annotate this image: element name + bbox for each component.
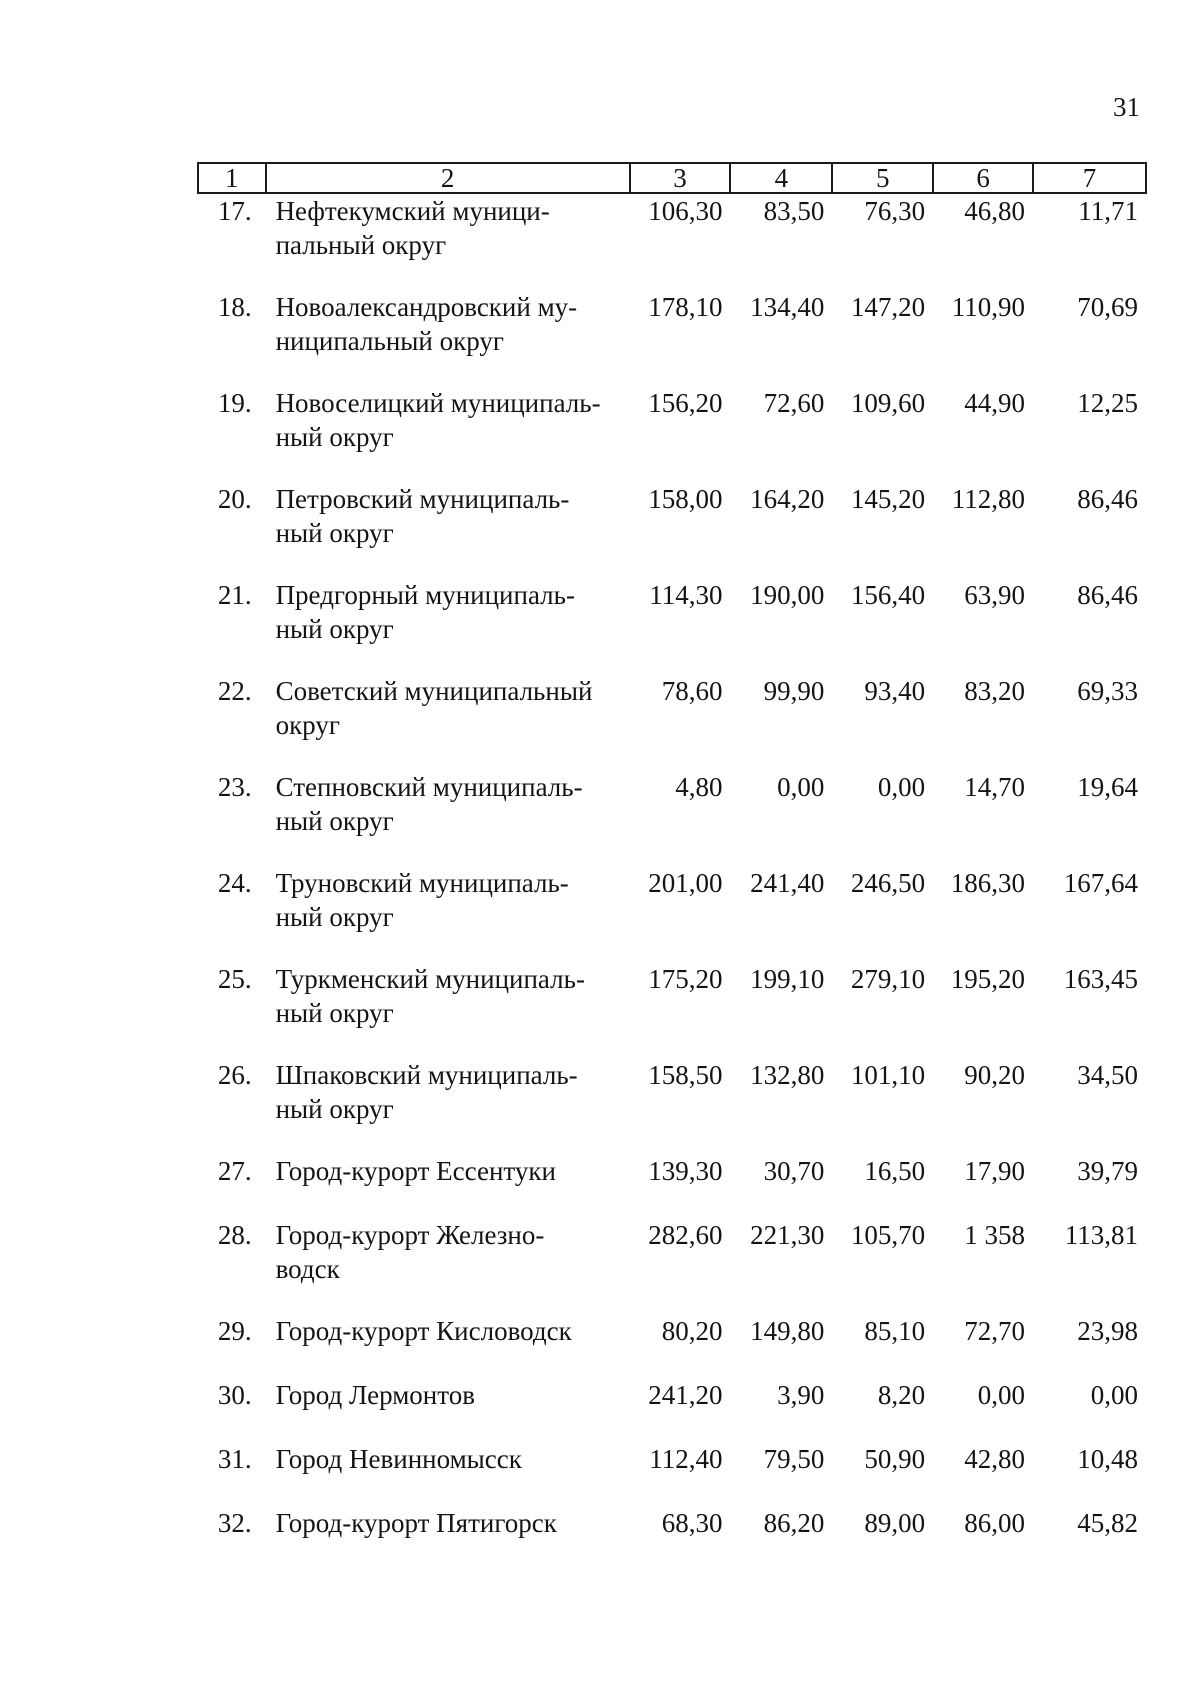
value-col-6: 14,70 bbox=[964, 772, 1025, 802]
value-col-5: 76,30 bbox=[864, 196, 926, 226]
name-line: пальный округ bbox=[275, 230, 447, 260]
value-col-6: 42,80 bbox=[964, 1444, 1025, 1474]
name-line: ный округ bbox=[275, 902, 394, 932]
value-col-3: 139,30 bbox=[648, 1156, 723, 1186]
value-col-7: 34,50 bbox=[1077, 1060, 1138, 1090]
table-row bbox=[198, 770, 1146, 866]
value-col-7: 113,81 bbox=[1064, 1220, 1138, 1250]
value-col-7: 86,46 bbox=[1077, 580, 1138, 610]
table-row bbox=[198, 866, 1146, 962]
row-number: 23. bbox=[217, 772, 252, 802]
table-row bbox=[198, 578, 1146, 674]
district-name bbox=[266, 962, 630, 1058]
value-col-6: 86,00 bbox=[964, 1508, 1025, 1538]
value-col-4: 241,40 bbox=[750, 868, 825, 898]
name-line: ниципальный округ bbox=[275, 326, 504, 356]
row-number: 32. bbox=[217, 1508, 252, 1538]
data-table bbox=[197, 162, 1147, 1570]
value-col-6: 1 358 bbox=[964, 1220, 1025, 1250]
value-col-4: 164,20 bbox=[750, 484, 825, 514]
district-name: Город-курорт Кисловодск bbox=[275, 1316, 572, 1346]
value-col-6: 195,20 bbox=[950, 964, 1025, 994]
table-row bbox=[198, 1314, 1146, 1378]
name-line: округ bbox=[275, 710, 340, 740]
name-line: Новоалександровский му- bbox=[275, 292, 578, 322]
value-col-7: 70,69 bbox=[1077, 292, 1138, 322]
value-col-4: 99,90 bbox=[763, 676, 825, 706]
district-name bbox=[266, 674, 630, 770]
value-col-5: 8,20 bbox=[877, 1380, 926, 1410]
value-col-5: 147,20 bbox=[850, 292, 926, 322]
value-col-4: 199,10 bbox=[750, 964, 825, 994]
district-name: Город Невинномысск bbox=[275, 1444, 522, 1474]
value-col-3: 178,10 bbox=[648, 292, 723, 322]
value-col-3: 4,80 bbox=[675, 772, 723, 802]
value-col-7: 86,46 bbox=[1077, 484, 1138, 514]
name-line: Предгорный муниципаль- bbox=[275, 580, 575, 610]
header-cell: 4 bbox=[730, 163, 832, 193]
district-name: Город Лермонтов bbox=[275, 1380, 475, 1410]
value-col-5: 85,10 bbox=[864, 1316, 926, 1346]
district-name bbox=[266, 386, 630, 482]
value-col-3: 80,20 bbox=[661, 1316, 723, 1346]
value-col-5: 16,50 bbox=[864, 1156, 926, 1186]
value-col-6: 83,20 bbox=[964, 676, 1025, 706]
value-col-4: 134,40 bbox=[750, 292, 825, 322]
value-col-5: 101,10 bbox=[850, 1060, 926, 1090]
name-line: Труновский муниципаль- bbox=[275, 868, 569, 898]
value-col-7: 45,82 bbox=[1077, 1508, 1138, 1538]
value-col-4: 190,00 bbox=[750, 580, 825, 610]
name-line: Нефтекумский муници- bbox=[275, 196, 550, 226]
row-number: 17. bbox=[217, 196, 252, 226]
value-col-6: 90,20 bbox=[964, 1060, 1025, 1090]
value-col-7: 163,45 bbox=[1063, 964, 1138, 994]
value-col-4: 149,80 bbox=[750, 1316, 825, 1346]
value-col-3: 282,60 bbox=[648, 1220, 723, 1250]
header-cell: 6 bbox=[933, 163, 1033, 193]
row-number: 18. bbox=[217, 292, 252, 322]
table-row bbox=[198, 1378, 1146, 1442]
value-col-3: 158,00 bbox=[648, 484, 723, 514]
table-row bbox=[198, 1506, 1146, 1570]
page-number: 31 bbox=[1113, 92, 1140, 122]
value-col-3: 156,20 bbox=[648, 388, 723, 418]
value-col-7: 11,71 bbox=[1078, 196, 1138, 226]
value-col-7: 19,64 bbox=[1077, 772, 1138, 802]
value-col-7: 69,33 bbox=[1077, 676, 1138, 706]
value-col-7: 0,00 bbox=[1090, 1380, 1138, 1410]
value-col-4: 132,80 bbox=[750, 1060, 825, 1090]
table-row bbox=[198, 962, 1146, 1058]
value-col-3: 78,60 bbox=[661, 676, 723, 706]
table-body bbox=[198, 193, 1146, 1570]
name-line: ный округ bbox=[275, 614, 394, 644]
row-number: 21. bbox=[217, 580, 252, 610]
district-name bbox=[266, 866, 630, 962]
district-name: Город-курорт Пятигорск bbox=[275, 1508, 557, 1538]
value-col-4: 30,70 bbox=[763, 1156, 825, 1186]
header-cell: 2 bbox=[266, 163, 630, 193]
value-col-4: 72,60 bbox=[763, 388, 825, 418]
value-col-7: 23,98 bbox=[1077, 1316, 1138, 1346]
row-number: 22. bbox=[217, 676, 252, 706]
value-col-6: 110,90 bbox=[951, 292, 1025, 322]
value-col-3: 175,20 bbox=[648, 964, 723, 994]
name-line: Степновский муниципаль- bbox=[275, 772, 583, 802]
row-number: 31. bbox=[217, 1444, 252, 1474]
value-col-4: 83,50 bbox=[763, 196, 825, 226]
value-col-3: 241,20 bbox=[648, 1380, 723, 1410]
row-number: 24. bbox=[217, 868, 252, 898]
value-col-3: 68,30 bbox=[661, 1508, 723, 1538]
district-name bbox=[266, 290, 630, 386]
value-col-3: 114,30 bbox=[649, 580, 723, 610]
name-line: ный округ bbox=[275, 806, 394, 836]
name-line: водск bbox=[275, 1254, 340, 1284]
name-line: ный округ bbox=[275, 518, 394, 548]
table-row bbox=[198, 1154, 1146, 1218]
district-name bbox=[266, 1058, 630, 1154]
table-row bbox=[198, 1058, 1146, 1154]
value-col-4: 79,50 bbox=[763, 1444, 825, 1474]
name-line: ный округ bbox=[275, 422, 394, 452]
value-col-5: 109,60 bbox=[850, 388, 926, 418]
value-col-6: 44,90 bbox=[964, 388, 1025, 418]
value-col-7: 12,25 bbox=[1077, 388, 1138, 418]
row-number: 27. bbox=[217, 1156, 252, 1186]
value-col-3: 201,00 bbox=[648, 868, 723, 898]
value-col-6: 72,70 bbox=[964, 1316, 1025, 1346]
header-cell: 1 bbox=[198, 163, 266, 193]
district-name bbox=[266, 770, 630, 866]
value-col-5: 145,20 bbox=[850, 484, 926, 514]
value-col-3: 158,50 bbox=[648, 1060, 723, 1090]
table-row bbox=[198, 193, 1146, 290]
value-col-7: 167,64 bbox=[1063, 868, 1138, 898]
row-number: 28. bbox=[217, 1220, 252, 1250]
header-cell: 3 bbox=[630, 163, 731, 193]
district-name bbox=[266, 193, 630, 290]
district-name bbox=[266, 1218, 630, 1314]
district-name: Город-курорт Ессентуки bbox=[275, 1156, 556, 1186]
value-col-5: 89,00 bbox=[864, 1508, 926, 1538]
value-col-5: 0,00 bbox=[877, 772, 926, 802]
table-row bbox=[198, 482, 1146, 578]
header-cell: 7 bbox=[1033, 163, 1146, 193]
value-col-5: 156,40 bbox=[850, 580, 926, 610]
name-line: Советский муниципальный bbox=[275, 676, 593, 706]
value-col-4: 3,90 bbox=[777, 1380, 825, 1410]
value-col-5: 50,90 bbox=[864, 1444, 926, 1474]
row-number: 30. bbox=[217, 1380, 252, 1410]
name-line: Шпаковский муниципаль- bbox=[275, 1060, 578, 1090]
district-name bbox=[266, 578, 630, 674]
table-row bbox=[198, 1442, 1146, 1506]
value-col-5: 246,50 bbox=[850, 868, 926, 898]
value-col-6: 112,80 bbox=[951, 484, 1025, 514]
value-col-6: 0,00 bbox=[977, 1380, 1025, 1410]
header-row bbox=[198, 163, 1146, 193]
value-col-6: 63,90 bbox=[964, 580, 1025, 610]
table-row bbox=[198, 1218, 1146, 1314]
row-number: 29. bbox=[217, 1316, 252, 1346]
value-col-5: 279,10 bbox=[850, 964, 926, 994]
name-line: Петровский муниципаль- bbox=[275, 484, 570, 514]
value-col-6: 46,80 bbox=[964, 196, 1025, 226]
value-col-6: 186,30 bbox=[950, 868, 1025, 898]
name-line: ный округ bbox=[275, 1094, 394, 1124]
name-line: ный округ bbox=[275, 998, 394, 1028]
row-number: 19. bbox=[217, 388, 252, 418]
table-row bbox=[198, 674, 1146, 770]
value-col-5: 93,40 bbox=[864, 676, 926, 706]
value-col-3: 106,30 bbox=[648, 196, 723, 226]
name-line: Новоселицкий муниципаль- bbox=[275, 388, 601, 418]
value-col-3: 112,40 bbox=[649, 1444, 723, 1474]
header-cell: 5 bbox=[832, 163, 933, 193]
row-number: 20. bbox=[217, 484, 252, 514]
name-line: Город-курорт Железно- bbox=[275, 1220, 545, 1250]
name-line: Туркменский муниципаль- bbox=[275, 964, 585, 994]
row-number: 25. bbox=[217, 964, 252, 994]
value-col-4: 0,00 bbox=[777, 772, 825, 802]
value-col-4: 86,20 bbox=[763, 1508, 825, 1538]
row-number: 26. bbox=[217, 1060, 252, 1090]
table-row bbox=[198, 386, 1146, 482]
value-col-6: 17,90 bbox=[964, 1156, 1025, 1186]
value-col-7: 39,79 bbox=[1077, 1156, 1138, 1186]
value-col-5: 105,70 bbox=[850, 1220, 926, 1250]
value-col-4: 221,30 bbox=[750, 1220, 825, 1250]
value-col-7: 10,48 bbox=[1077, 1444, 1138, 1474]
table-row bbox=[198, 290, 1146, 386]
district-name bbox=[266, 482, 630, 578]
